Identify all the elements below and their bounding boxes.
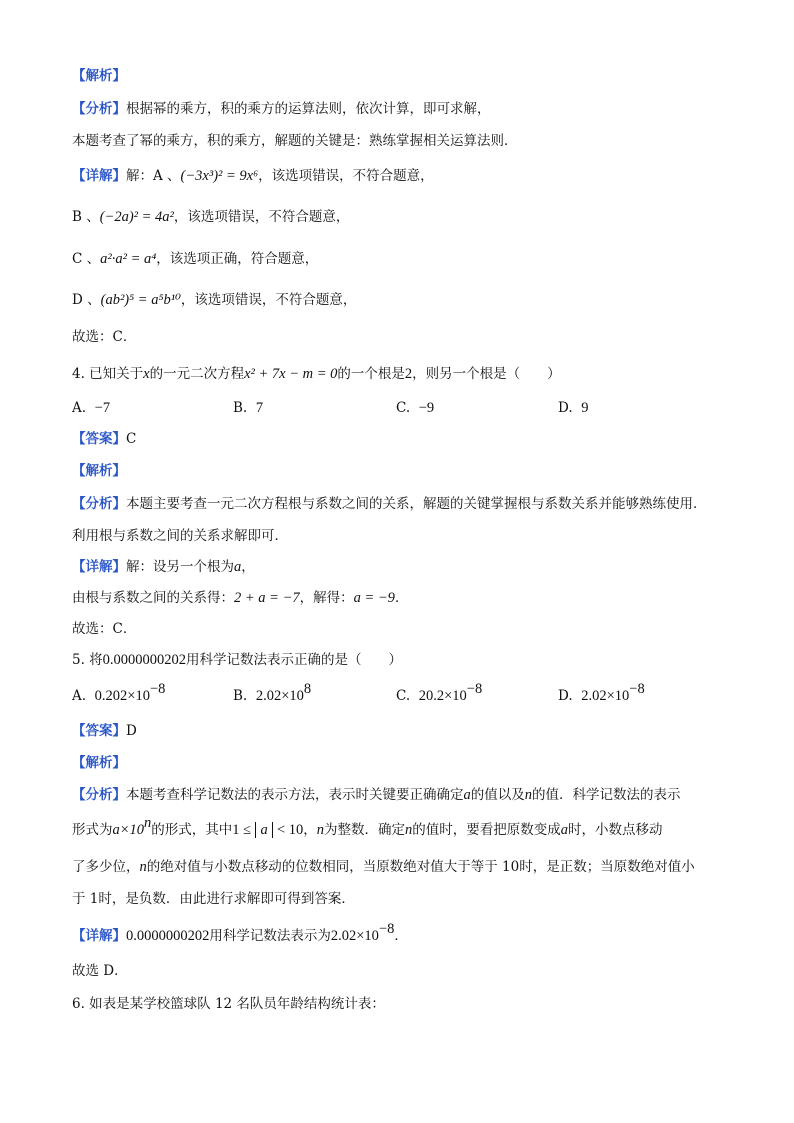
q4-xiangjie-1-var: a xyxy=(234,559,242,575)
q4-stem-root: 2 xyxy=(404,366,413,382)
daan-tag: 【答案】 xyxy=(72,431,126,447)
q5-xiangjie-result-exp: −8 xyxy=(378,921,395,937)
q5-option-a-exp: −8 xyxy=(149,681,166,697)
q5-option-b xyxy=(233,681,312,706)
q5-fenxi-line-4 xyxy=(72,889,355,909)
q3-formula-c: a²·a² = a⁴ xyxy=(100,251,157,267)
q4-stem-equation: x² + 7x − m = 0 xyxy=(244,366,338,382)
q3-fenxi-text-1: 根据幂的乘方，积的乘方的运算法则，依次计算，即可求解， xyxy=(126,101,491,117)
q5-fenxi-3-var-n: n xyxy=(139,859,147,875)
q5-fenxi-line-1 xyxy=(72,785,681,805)
q4-option-a xyxy=(72,398,110,418)
q5-option-a-mantissa: 0.202×10 xyxy=(94,688,150,704)
q3-fenxi-line-2 xyxy=(72,131,518,151)
q4-xiangjie-2-suffix: ． xyxy=(394,590,409,606)
q3-d-suffix: ，该选项错误，不符合题意， xyxy=(180,292,357,308)
q5-stem-suffix: 用科学记数法表示正确的是（ ） xyxy=(186,652,403,668)
q3-xiangjie-line-a xyxy=(72,166,434,186)
q5-fenxi-1-c: 的值．科学记数法的表示 xyxy=(532,787,681,803)
jiexi-tag: 【解析】 xyxy=(72,755,126,771)
q5-fenxi-2-c: ， xyxy=(303,822,317,838)
q5-jiexi-header xyxy=(72,753,126,773)
q5-fenxi-2-var-n2: n xyxy=(405,822,413,838)
q5-option-c-mantissa: 20.2×10 xyxy=(418,688,467,704)
q5-option-c-exp: −8 xyxy=(466,681,483,697)
q5-option-a-label: A. xyxy=(72,688,87,704)
q3-c-prefix: C 、 xyxy=(72,251,101,267)
q6-stem-text: 6. 如表是某学校篮球队 12 名队员年龄结构统计表： xyxy=(72,996,385,1012)
q5-fenxi-line-2 xyxy=(72,815,663,840)
q5-xiangjie-number: 0.0000000202 xyxy=(126,928,210,944)
q5-fenxi-2-form-exp: n xyxy=(144,815,152,831)
q5-option-d-mantissa: 2.02×10 xyxy=(581,688,630,704)
q3-line-b xyxy=(72,207,349,227)
jiexi-tag: 【解析】 xyxy=(72,463,126,479)
q4-answer: C xyxy=(126,431,137,447)
q3-c-suffix: ，该选项正确，符合题意， xyxy=(156,251,319,267)
q5-stem xyxy=(72,650,402,670)
q5-fenxi-2-ineq-right: < 10 xyxy=(276,822,304,838)
q3-xiangjie-a-suffix: ，该选项错误，不符合题意， xyxy=(258,168,434,184)
q3-conclusion xyxy=(72,327,136,347)
daan-tag: 【答案】 xyxy=(72,723,126,739)
q4-stem xyxy=(72,364,561,384)
q5-fenxi-1-a: 本题考查科学记数法的表示方法，表示时关键要正确确定 xyxy=(126,787,464,803)
q4-xiangjie-line-1 xyxy=(72,557,255,577)
q4-xiangjie-line-2 xyxy=(72,588,408,608)
q5-option-c xyxy=(396,681,483,706)
q4-xiangjie-2-mid: ，解得： xyxy=(299,590,354,606)
q4-stem-mid2: 的一个根是 xyxy=(337,366,405,382)
q5-answer-line xyxy=(72,721,137,741)
q4-xiangjie-2-eq1: 2 + a = −7 xyxy=(234,590,300,606)
q4-option-d-label: D. xyxy=(558,400,573,416)
q4-conclusion xyxy=(72,619,136,639)
q5-xiangjie-mid: 用科学记数法表示为 xyxy=(209,928,331,944)
q3-b-suffix: ，该选项错误，不符合题意， xyxy=(173,209,350,225)
q3-line-c xyxy=(72,249,318,269)
q5-xiangjie-line xyxy=(72,921,408,946)
q5-fenxi-1-b: 的值以及 xyxy=(470,787,525,803)
q5-fenxi-2-f: 时，小数点移动 xyxy=(568,822,663,838)
q4-option-b-label: B. xyxy=(233,400,248,416)
q4-xiangjie-1-suffix: ， xyxy=(241,559,255,575)
q4-stem-var: x xyxy=(143,366,150,382)
q4-option-a-value: −7 xyxy=(94,400,111,416)
q5-fenxi-2-ineq-left: 1 ≤ xyxy=(232,822,252,838)
jiexi-tag: 【解析】 xyxy=(72,68,126,84)
xiangjie-tag: 【详解】 xyxy=(72,559,126,575)
q4-xiangjie-1-prefix: 解：设另一个根为 xyxy=(126,559,234,575)
q5-option-c-label: C. xyxy=(396,688,411,704)
q4-jiexi-header xyxy=(72,461,126,481)
q4-fenxi-line-2 xyxy=(72,526,288,546)
q3-b-prefix: B 、 xyxy=(72,209,100,225)
q5-fenxi-2-a: 形式为 xyxy=(72,822,113,838)
q4-xiangjie-2-eq2: a = −9 xyxy=(353,590,395,606)
fenxi-tag: 【分析】 xyxy=(72,496,126,512)
q5-conclusion xyxy=(72,961,128,981)
q4-fenxi-text-2: 利用根与系数之间的关系求解即可． xyxy=(72,528,288,544)
q3-fenxi-text-2: 本题考查了幂的乘方，积的乘方，解题的关键是：熟练掌握相关运算法则． xyxy=(72,133,518,149)
q5-fenxi-3-a: 了多少位， xyxy=(72,859,140,875)
q5-xiangjie-result-base: 2.02×10 xyxy=(330,928,379,944)
q4-stem-prefix: 4. 已知关于 xyxy=(72,366,144,382)
q3-formula-a: (−3x³)² = 9x⁶ xyxy=(180,168,259,184)
fenxi-tag: 【分析】 xyxy=(72,787,126,803)
q5-option-b-mantissa: 2.02×10 xyxy=(255,688,304,704)
q5-option-a xyxy=(72,681,166,706)
q4-fenxi-text-1: 本题主要考查一元二次方程根与系数之间的关系，解题的关键掌握根与系数关系并能够熟练使用． xyxy=(126,496,707,512)
q5-option-d xyxy=(558,681,645,706)
q4-stem-mid: 的一元二次方程 xyxy=(149,366,245,382)
q5-option-d-label: D. xyxy=(558,688,573,704)
q3-fenxi-line-1 xyxy=(72,99,491,119)
q4-fenxi-line-1 xyxy=(72,494,707,514)
q4-option-d xyxy=(558,398,588,418)
q5-answer: D xyxy=(126,723,137,739)
q3-answer-text: 故选：C． xyxy=(72,329,137,345)
q4-option-c xyxy=(396,398,434,418)
q5-fenxi-1-var-n: n xyxy=(524,787,532,803)
q5-fenxi-2-abs-a: a xyxy=(255,822,272,838)
q4-option-a-label: A. xyxy=(72,400,87,416)
q3-analysis-header xyxy=(72,66,126,86)
q5-fenxi-2-d: 为整数．确定 xyxy=(324,822,406,838)
q4-option-c-value: −9 xyxy=(418,400,435,416)
q3-xiangjie-a-prefix: 解：A 、 xyxy=(126,168,181,184)
q4-answer-line xyxy=(72,429,136,449)
q4-conclusion-text: 故选：C． xyxy=(72,621,137,637)
q5-stem-number: 0.0000000202 xyxy=(102,652,187,668)
q4-option-b-value: 7 xyxy=(255,400,264,416)
q5-xiangjie-suffix: ． xyxy=(394,928,408,944)
fenxi-tag: 【分析】 xyxy=(72,101,126,117)
q3-line-d xyxy=(72,290,356,310)
q5-fenxi-1-var-a: a xyxy=(463,787,471,803)
xiangjie-tag: 【详解】 xyxy=(72,168,126,184)
q4-option-c-label: C. xyxy=(396,400,411,416)
q4-xiangjie-2-prefix: 由根与系数之间的关系得： xyxy=(72,590,234,606)
q4-option-d-value: 9 xyxy=(581,400,589,416)
q5-fenxi-3-b: 的绝对值与小数点移动的位数相同，当原数绝对值大于等于 10时，是正数；当原数绝对值小 xyxy=(146,859,695,875)
q5-option-d-exp: −8 xyxy=(629,681,645,697)
q6-stem xyxy=(72,994,385,1014)
q5-fenxi-2-form-base: a×10 xyxy=(112,822,145,838)
q3-formula-b: (−2a)² = 4a² xyxy=(99,209,174,225)
q5-fenxi-2-var-a2: a xyxy=(560,822,569,838)
xiangjie-tag: 【详解】 xyxy=(72,928,126,944)
q4-option-b xyxy=(233,398,263,418)
q5-fenxi-2-b: 的形式，其中 xyxy=(151,822,233,838)
q4-stem-suffix: ，则另一个根是（ ） xyxy=(412,366,561,382)
q5-option-b-exp: 8 xyxy=(303,681,312,697)
q3-d-prefix: D 、 xyxy=(72,292,101,308)
q3-formula-d: (ab²)⁵ = a⁵b¹⁰ xyxy=(100,292,181,308)
q5-conclusion-text: 故选 D． xyxy=(72,963,128,979)
q5-option-b-label: B. xyxy=(233,688,248,704)
q5-stem-prefix: 5. 将 xyxy=(72,652,103,668)
q5-fenxi-4: 于 1时，是负数．由此进行求解即可得到答案． xyxy=(72,891,355,907)
q5-fenxi-2-e: 的值时，要看把原数变成 xyxy=(412,822,561,838)
q5-fenxi-line-3 xyxy=(72,857,695,877)
q5-fenxi-2-var-n: n xyxy=(316,822,325,838)
